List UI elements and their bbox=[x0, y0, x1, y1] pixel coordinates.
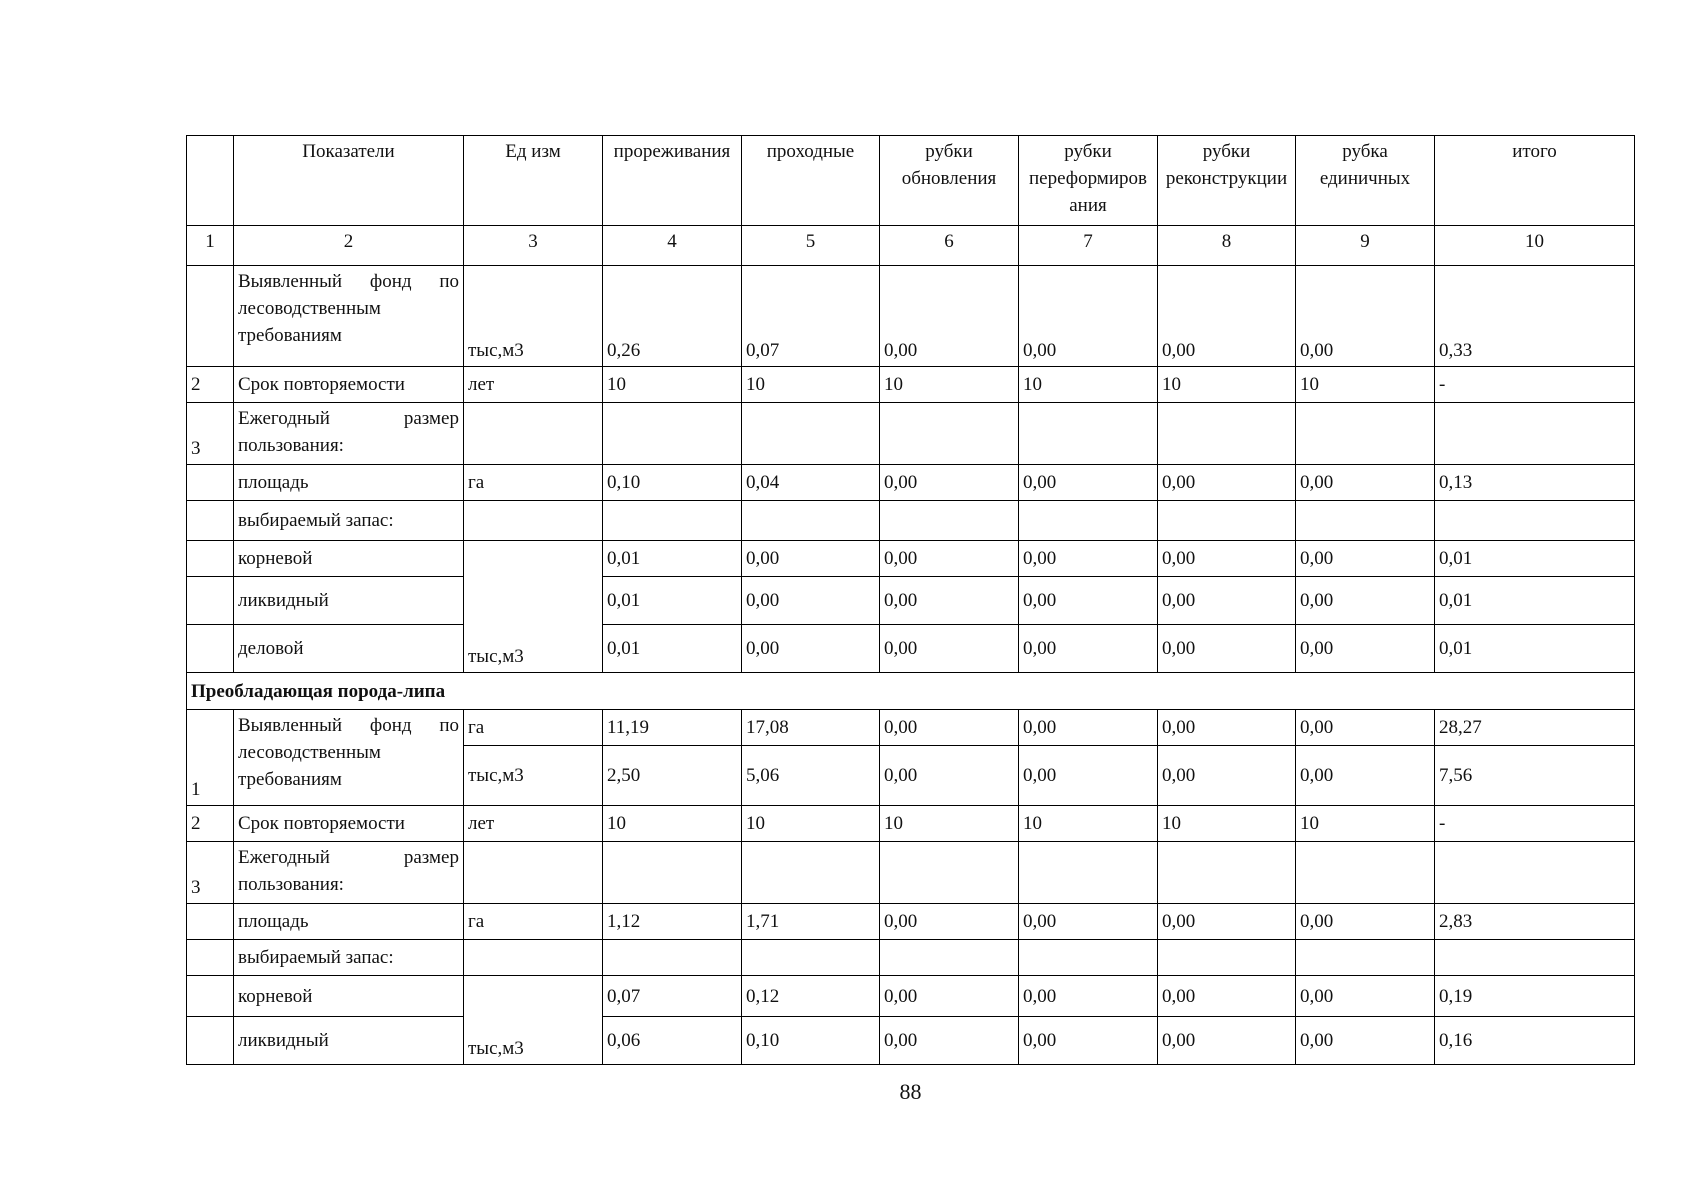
empty-cell bbox=[603, 403, 742, 465]
unit-cell: лет bbox=[464, 806, 603, 842]
empty-cell bbox=[1019, 940, 1158, 976]
empty-cell bbox=[1435, 501, 1635, 541]
value-cell: 0,00 bbox=[880, 904, 1019, 940]
row-label: выбираемый запас: bbox=[234, 501, 464, 541]
value-cell: 0,00 bbox=[1019, 1017, 1158, 1065]
value-cell: 10 bbox=[880, 806, 1019, 842]
table-row bbox=[187, 367, 1635, 403]
column-number: 9 bbox=[1296, 226, 1435, 266]
row-number bbox=[187, 625, 234, 673]
column-number: 5 bbox=[742, 226, 880, 266]
value-cell: 0,00 bbox=[880, 746, 1019, 806]
row-label: деловой bbox=[234, 625, 464, 673]
table-row bbox=[187, 1017, 1635, 1065]
value-cell: 0,00 bbox=[1296, 541, 1435, 577]
header-cell-passage: проходные bbox=[742, 136, 880, 226]
row-label: ликвидный bbox=[234, 577, 464, 625]
value-cell: 11,19 bbox=[603, 710, 742, 746]
header-cell-num bbox=[187, 136, 234, 226]
empty-cell bbox=[742, 940, 880, 976]
value-cell: 0,00 bbox=[742, 541, 880, 577]
value-cell: 0,26 bbox=[603, 266, 742, 367]
empty-cell bbox=[1158, 940, 1296, 976]
value-cell: 10 bbox=[1158, 367, 1296, 403]
value-cell: 0,00 bbox=[880, 577, 1019, 625]
table-row bbox=[187, 842, 1635, 904]
value-cell: 0,00 bbox=[1019, 465, 1158, 501]
row-number bbox=[187, 1017, 234, 1065]
row-number bbox=[187, 577, 234, 625]
unit-cell: лет bbox=[464, 367, 603, 403]
value-cell: 0,00 bbox=[880, 976, 1019, 1017]
value-cell: 2,50 bbox=[603, 746, 742, 806]
empty-cell bbox=[880, 403, 1019, 465]
value-cell: 0,00 bbox=[880, 266, 1019, 367]
empty-cell bbox=[1158, 842, 1296, 904]
page-number: 88 bbox=[899, 1079, 922, 1104]
unit-cell: га bbox=[464, 904, 603, 940]
table-row bbox=[187, 266, 1635, 367]
value-cell: 0,00 bbox=[1158, 976, 1296, 1017]
table-row bbox=[187, 577, 1635, 625]
column-number-row bbox=[187, 226, 1635, 266]
total-cell: 0,01 bbox=[1435, 625, 1635, 673]
value-cell: 0,00 bbox=[880, 710, 1019, 746]
empty-cell bbox=[1296, 842, 1435, 904]
total-cell: 0,01 bbox=[1435, 541, 1635, 577]
row-number: 2 bbox=[187, 806, 234, 842]
empty-cell bbox=[1435, 842, 1635, 904]
table-row bbox=[187, 710, 1635, 746]
row-number bbox=[187, 266, 234, 367]
column-number: 3 bbox=[464, 226, 603, 266]
empty-cell bbox=[1019, 403, 1158, 465]
total-cell: 0,19 bbox=[1435, 976, 1635, 1017]
row-label: Срок повторяемости bbox=[234, 806, 464, 842]
table-row bbox=[187, 904, 1635, 940]
value-cell: 0,04 bbox=[742, 465, 880, 501]
column-number: 6 bbox=[880, 226, 1019, 266]
column-number: 7 bbox=[1019, 226, 1158, 266]
empty-cell bbox=[1435, 403, 1635, 465]
total-cell: 0,01 bbox=[1435, 577, 1635, 625]
value-cell: 0,01 bbox=[603, 625, 742, 673]
empty-cell bbox=[603, 940, 742, 976]
row-number: 1 bbox=[187, 710, 234, 806]
value-cell: 0,00 bbox=[880, 465, 1019, 501]
value-cell: 0,00 bbox=[1296, 904, 1435, 940]
value-cell: 0,00 bbox=[742, 577, 880, 625]
empty-cell bbox=[1019, 842, 1158, 904]
row-label: площадь bbox=[234, 904, 464, 940]
empty-cell bbox=[1019, 501, 1158, 541]
value-cell: 10 bbox=[603, 806, 742, 842]
column-number: 4 bbox=[603, 226, 742, 266]
value-cell: 0,00 bbox=[1158, 1017, 1296, 1065]
value-cell: 0,12 bbox=[742, 976, 880, 1017]
row-number bbox=[187, 501, 234, 541]
value-cell: 0,00 bbox=[1158, 746, 1296, 806]
header-cell-reconstruction: рубки реконструкции bbox=[1158, 136, 1296, 226]
row-label: ликвидный bbox=[234, 1017, 464, 1065]
total-cell: 0,33 bbox=[1435, 266, 1635, 367]
empty-cell bbox=[880, 842, 1019, 904]
empty-cell bbox=[464, 842, 603, 904]
total-cell: - bbox=[1435, 806, 1635, 842]
value-cell: 10 bbox=[742, 806, 880, 842]
row-label: Ежегодный размер пользования: bbox=[234, 842, 464, 904]
unit-cell: га bbox=[464, 710, 603, 746]
value-cell: 0,00 bbox=[1158, 577, 1296, 625]
empty-cell bbox=[464, 940, 603, 976]
empty-cell bbox=[742, 842, 880, 904]
empty-cell bbox=[1296, 403, 1435, 465]
value-cell: 0,00 bbox=[1019, 541, 1158, 577]
value-cell: 0,10 bbox=[742, 1017, 880, 1065]
table-row bbox=[187, 465, 1635, 501]
total-cell: 0,16 bbox=[1435, 1017, 1635, 1065]
value-cell: 0,10 bbox=[603, 465, 742, 501]
value-cell: 10 bbox=[1019, 806, 1158, 842]
value-cell: 0,00 bbox=[1019, 625, 1158, 673]
row-number bbox=[187, 976, 234, 1017]
empty-cell bbox=[1158, 403, 1296, 465]
row-number: 3 bbox=[187, 842, 234, 904]
value-cell: 5,06 bbox=[742, 746, 880, 806]
value-cell: 0,00 bbox=[1158, 904, 1296, 940]
empty-cell bbox=[742, 501, 880, 541]
value-cell: 0,00 bbox=[1158, 266, 1296, 367]
value-cell: 1,12 bbox=[603, 904, 742, 940]
table-header-row bbox=[187, 136, 1635, 226]
empty-cell bbox=[742, 403, 880, 465]
unit-cell: тыс,м3 bbox=[464, 541, 603, 673]
column-number: 2 bbox=[234, 226, 464, 266]
value-cell: 0,00 bbox=[1019, 710, 1158, 746]
row-number bbox=[187, 541, 234, 577]
value-cell: 0,00 bbox=[1158, 541, 1296, 577]
value-cell: 0,07 bbox=[742, 266, 880, 367]
table-row bbox=[187, 541, 1635, 577]
value-cell: 0,00 bbox=[1296, 710, 1435, 746]
row-number: 2 bbox=[187, 367, 234, 403]
empty-cell bbox=[880, 501, 1019, 541]
empty-cell bbox=[1435, 940, 1635, 976]
total-cell: 0,13 bbox=[1435, 465, 1635, 501]
header-cell-total: итого bbox=[1435, 136, 1635, 226]
column-number: 10 bbox=[1435, 226, 1635, 266]
value-cell: 0,06 bbox=[603, 1017, 742, 1065]
header-cell-indicators: Показатели bbox=[234, 136, 464, 226]
row-label: Срок повторяемости bbox=[234, 367, 464, 403]
header-cell-unit: Ед изм bbox=[464, 136, 603, 226]
row-number: 3 bbox=[187, 403, 234, 465]
value-cell: 10 bbox=[603, 367, 742, 403]
section-row bbox=[187, 673, 1635, 710]
total-cell: 7,56 bbox=[1435, 746, 1635, 806]
unit-cell: тыс,м3 bbox=[464, 976, 603, 1065]
empty-cell bbox=[880, 940, 1019, 976]
value-cell: 0,00 bbox=[1296, 1017, 1435, 1065]
empty-cell bbox=[1296, 501, 1435, 541]
value-cell: 0,00 bbox=[880, 541, 1019, 577]
value-cell: 10 bbox=[1158, 806, 1296, 842]
value-cell: 0,00 bbox=[1019, 976, 1158, 1017]
header-cell-reformation: рубки переформиров ания bbox=[1019, 136, 1158, 226]
row-number bbox=[187, 904, 234, 940]
forest-cutting-table bbox=[186, 135, 1635, 1065]
row-label: Выявленный фонд по лесоводственным требованиям bbox=[234, 266, 464, 367]
value-cell: 0,00 bbox=[1158, 465, 1296, 501]
value-cell: 10 bbox=[1019, 367, 1158, 403]
value-cell: 10 bbox=[1296, 367, 1435, 403]
row-number bbox=[187, 940, 234, 976]
value-cell: 0,07 bbox=[603, 976, 742, 1017]
row-label: площадь bbox=[234, 465, 464, 501]
header-cell-renewal: рубки обновления bbox=[880, 136, 1019, 226]
value-cell: 0,00 bbox=[1019, 746, 1158, 806]
total-cell: - bbox=[1435, 367, 1635, 403]
total-cell: 28,27 bbox=[1435, 710, 1635, 746]
value-cell: 0,01 bbox=[603, 541, 742, 577]
value-cell: 0,00 bbox=[1019, 577, 1158, 625]
row-label: корневой bbox=[234, 976, 464, 1017]
table-row bbox=[187, 806, 1635, 842]
value-cell: 0,01 bbox=[603, 577, 742, 625]
header-cell-single: рубка единичных bbox=[1296, 136, 1435, 226]
value-cell: 0,00 bbox=[1296, 625, 1435, 673]
empty-cell bbox=[1158, 501, 1296, 541]
header-cell-thinning: прореживания bbox=[603, 136, 742, 226]
table-row bbox=[187, 501, 1635, 541]
value-cell: 0,00 bbox=[1296, 577, 1435, 625]
value-cell: 10 bbox=[880, 367, 1019, 403]
empty-cell bbox=[1296, 940, 1435, 976]
value-cell: 17,08 bbox=[742, 710, 880, 746]
empty-cell bbox=[603, 501, 742, 541]
empty-cell bbox=[464, 501, 603, 541]
value-cell: 0,00 bbox=[1296, 465, 1435, 501]
table-row bbox=[187, 625, 1635, 673]
table-row bbox=[187, 976, 1635, 1017]
column-number: 1 bbox=[187, 226, 234, 266]
value-cell: 0,00 bbox=[1296, 746, 1435, 806]
value-cell: 0,00 bbox=[1296, 266, 1435, 367]
column-number: 8 bbox=[1158, 226, 1296, 266]
value-cell: 0,00 bbox=[1296, 976, 1435, 1017]
value-cell: 1,71 bbox=[742, 904, 880, 940]
table-row bbox=[187, 940, 1635, 976]
unit-cell: га bbox=[464, 465, 603, 501]
value-cell: 10 bbox=[1296, 806, 1435, 842]
value-cell: 0,00 bbox=[742, 625, 880, 673]
row-label: Выявленный фонд по лесоводственным требованиям bbox=[234, 710, 464, 806]
section-title: Преобладающая порода-липа bbox=[187, 673, 1635, 710]
unit-cell: тыс,м3 bbox=[464, 266, 603, 367]
unit-cell: тыс,м3 bbox=[464, 746, 603, 806]
value-cell: 0,00 bbox=[1019, 904, 1158, 940]
table-row bbox=[187, 403, 1635, 465]
row-label: Ежегодный размер пользования: bbox=[234, 403, 464, 465]
row-number bbox=[187, 465, 234, 501]
empty-cell bbox=[464, 403, 603, 465]
empty-cell bbox=[603, 842, 742, 904]
value-cell: 0,00 bbox=[1158, 710, 1296, 746]
value-cell: 0,00 bbox=[1019, 266, 1158, 367]
value-cell: 0,00 bbox=[1158, 625, 1296, 673]
value-cell: 10 bbox=[742, 367, 880, 403]
total-cell: 2,83 bbox=[1435, 904, 1635, 940]
row-label: выбираемый запас: bbox=[234, 940, 464, 976]
value-cell: 0,00 bbox=[880, 1017, 1019, 1065]
row-label: корневой bbox=[234, 541, 464, 577]
value-cell: 0,00 bbox=[880, 625, 1019, 673]
